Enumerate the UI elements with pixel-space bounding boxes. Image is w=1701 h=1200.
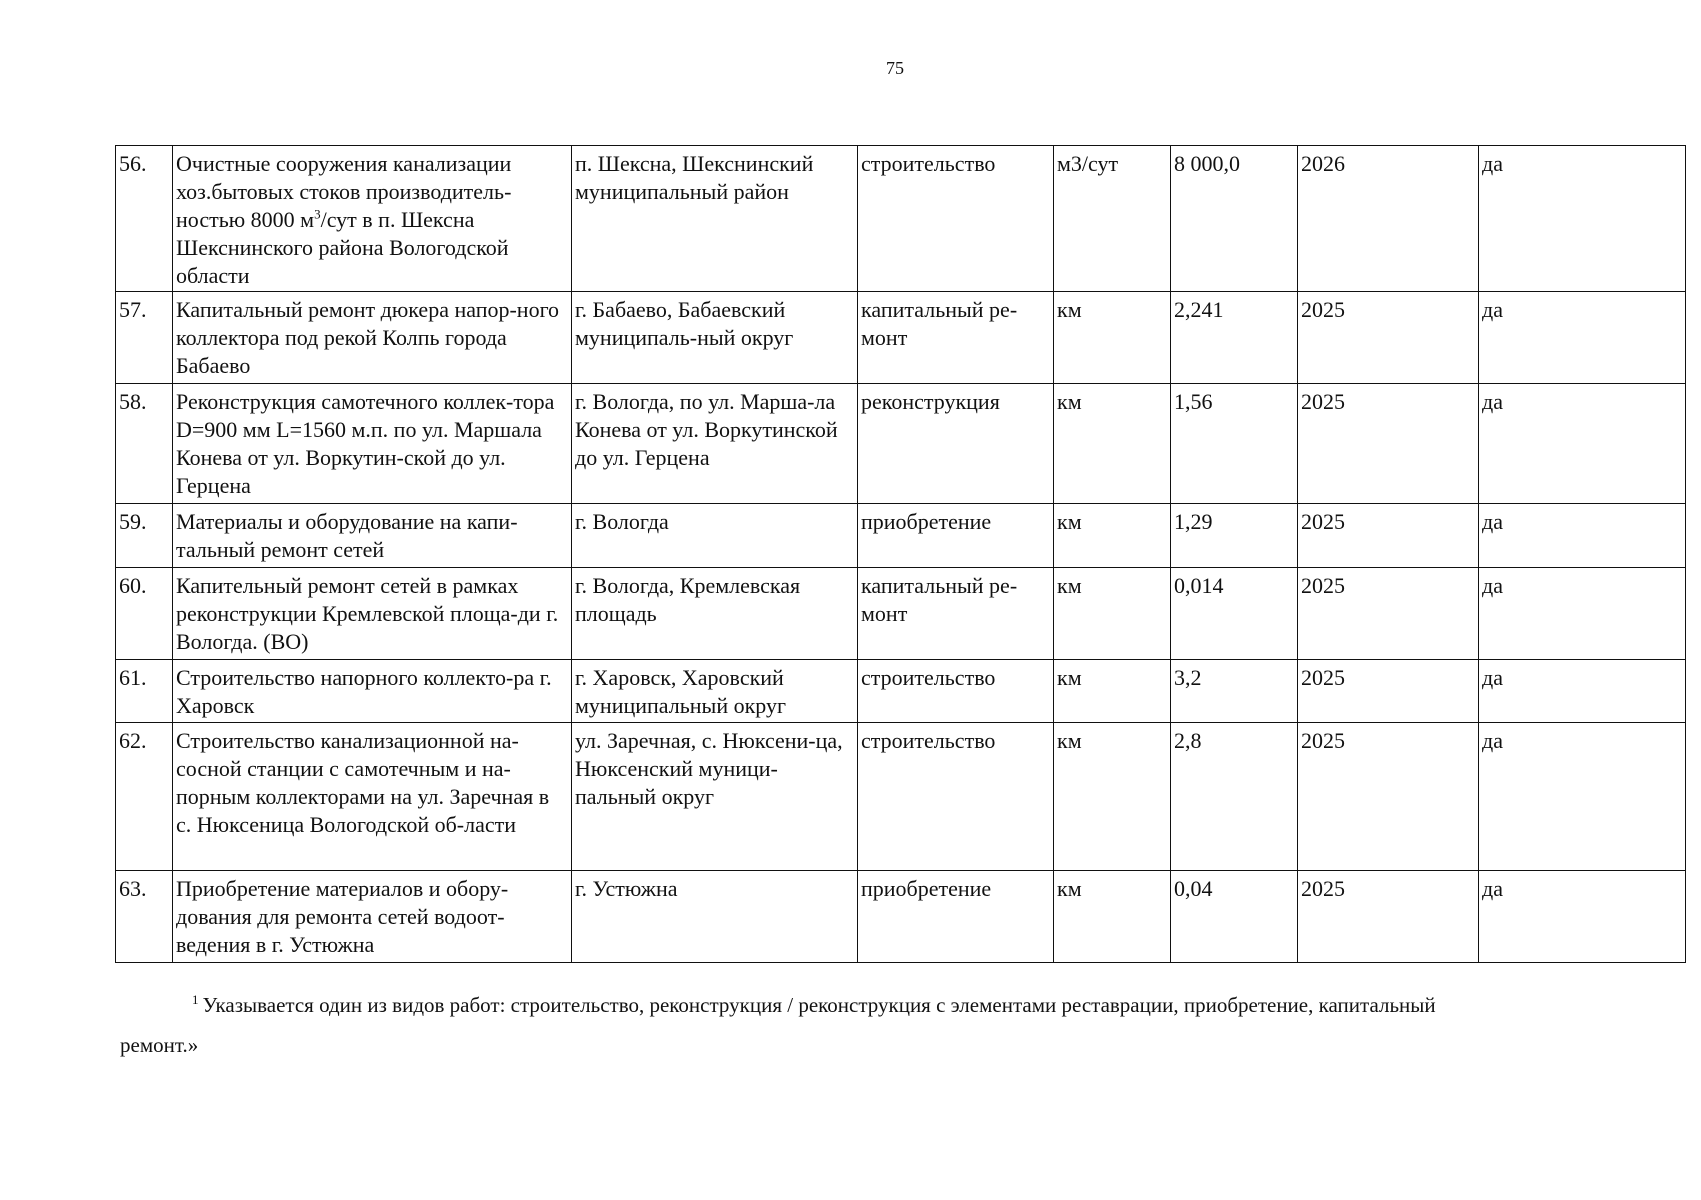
capacity: 0,04	[1171, 871, 1298, 963]
row-number: 57.	[116, 292, 173, 384]
row-number: 62.	[116, 723, 173, 871]
flag: да	[1479, 146, 1686, 292]
table-row	[116, 292, 1686, 384]
footnote-line: ремонт.»	[120, 1033, 199, 1057]
object-location: г. Бабаево, Бабаевский муниципаль-ный округ	[572, 292, 858, 384]
page-number: 75	[886, 58, 904, 78]
row-number: 60.	[116, 568, 173, 660]
object-location: г. Харовск, Харовский муниципальный округ	[572, 660, 858, 723]
flag: да	[1479, 871, 1686, 963]
object-name: Материалы и оборудование на капи-тальный ремонт сетей	[173, 504, 572, 568]
year: 2025	[1298, 660, 1479, 723]
work-type: строительство	[858, 723, 1054, 871]
object-location: г. Устюжна	[572, 871, 858, 963]
year: 2025	[1298, 292, 1479, 384]
object-name	[173, 146, 572, 292]
footnote-mark: 1	[192, 992, 199, 1007]
capacity: 1,56	[1171, 384, 1298, 504]
unit: км	[1054, 384, 1171, 504]
object-name: Капитальный ремонт дюкера напор-ного коллектора под рекой Колпь города Бабаево	[173, 292, 572, 384]
flag: да	[1479, 660, 1686, 723]
capacity: 0,014	[1171, 568, 1298, 660]
work-type: строительство	[858, 146, 1054, 292]
unit: м3/сут	[1054, 146, 1171, 292]
works-table	[115, 145, 1686, 963]
flag: да	[1479, 292, 1686, 384]
table-row	[116, 504, 1686, 568]
footnote-text: Указывается один из видов работ: строительство, реконструкция / реконструкция с элементами реставрации, приобретение, капитальный	[202, 993, 1436, 1017]
table-row	[116, 660, 1686, 723]
flag: да	[1479, 723, 1686, 871]
unit: км	[1054, 660, 1171, 723]
year: 2025	[1298, 723, 1479, 871]
work-type: строительство	[858, 660, 1054, 723]
object-name: Строительство напорного коллекто-ра г. Харовск	[173, 660, 572, 723]
capacity: 2,8	[1171, 723, 1298, 871]
year: 2025	[1298, 384, 1479, 504]
object-name: Приобретение материалов и обору-дования для ремонта сетей водоот-ведения в г. Устюжна	[173, 871, 572, 963]
object-location: ул. Заречная, с. Нюксени-ца, Нюксенский муници-пальный округ	[572, 723, 858, 871]
capacity: 3,2	[1171, 660, 1298, 723]
row-number: 61.	[116, 660, 173, 723]
object-name: Капительный ремонт сетей в рамках реконструкции Кремлевской площа-ди г. Вологда. (ВО)	[173, 568, 572, 660]
work-type: приобретение	[858, 871, 1054, 963]
row-number: 63.	[116, 871, 173, 963]
capacity: 2,241	[1171, 292, 1298, 384]
flag: да	[1479, 504, 1686, 568]
object-name-part: /сут в п. Шексна Шекснинского района Вологодской области	[176, 207, 509, 288]
object-location: п. Шексна, Шекснинский муниципальный район	[572, 146, 858, 292]
capacity: 1,29	[1171, 504, 1298, 568]
capacity: 8 000,0	[1171, 146, 1298, 292]
superscript-3: 3	[314, 206, 321, 222]
table-row	[116, 146, 1686, 292]
table-row	[116, 384, 1686, 504]
unit: км	[1054, 568, 1171, 660]
unit: км	[1054, 292, 1171, 384]
unit: км	[1054, 871, 1171, 963]
flag: да	[1479, 568, 1686, 660]
footnote	[120, 985, 1680, 1065]
work-type: приобретение	[858, 504, 1054, 568]
row-number: 56.	[116, 146, 173, 292]
object-location: г. Вологда, по ул. Марша-ла Конева от ул. Воркутинской до ул. Герцена	[572, 384, 858, 504]
row-number: 58.	[116, 384, 173, 504]
object-name: Реконструкция самотечного коллек-тора D=900 мм L=1560 м.п. по ул. Маршала Конева от ул. Воркутин-ской до ул. Герцена	[173, 384, 572, 504]
flag: да	[1479, 384, 1686, 504]
work-type: капитальный ре-монт	[858, 568, 1054, 660]
work-type: капитальный ре-монт	[858, 292, 1054, 384]
row-number: 59.	[116, 504, 173, 568]
object-name-part: Очистные сооружения канализации хоз.бытовых стоков производитель-ностью 8000 м	[176, 151, 512, 232]
footnote-line	[120, 985, 1680, 1025]
year: 2026	[1298, 146, 1479, 292]
object-location: г. Вологда	[572, 504, 858, 568]
year: 2025	[1298, 568, 1479, 660]
work-type: реконструкция	[858, 384, 1054, 504]
table-row	[116, 871, 1686, 963]
unit: км	[1054, 723, 1171, 871]
table-row	[116, 723, 1686, 871]
year: 2025	[1298, 871, 1479, 963]
object-location: г. Вологда, Кремлевская площадь	[572, 568, 858, 660]
year: 2025	[1298, 504, 1479, 568]
table-row	[116, 568, 1686, 660]
unit: км	[1054, 504, 1171, 568]
object-name: Строительство канализационной на-сосной станции с самотечным и на-порным коллекторами на ул. Заречная в с. Нюксеница Вологодской об-ласти	[173, 723, 572, 871]
